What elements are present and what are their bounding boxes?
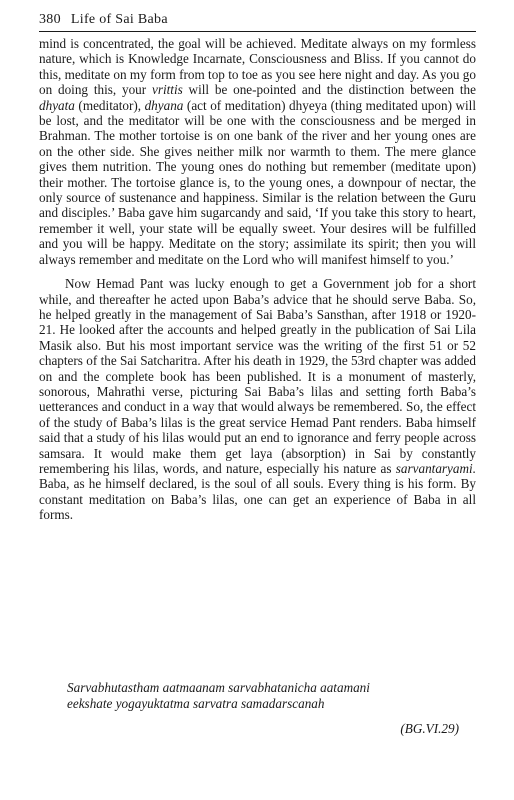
paragraph-2 [39,276,476,523]
paragraph-1-text-2: will be one-pointed and the distinction between the [182,82,477,98]
term-dhyana: dhyana [144,97,184,113]
paragraph-2-text-1: Now Hemad Pant was lucky enough to get a Government job for a short while, and thereafter he acted upon Baba’s advice that he should serve Baba. So, he helped greatly in the management of Sai Baba’s Sansthan, after 1918 or 1920-21. He looked after the accounts and helped greatly in the publication of Sai Lila Masik also. But his most important service was the writing of the first 51 or 52 chapters of the Sai Satcharitra. After his death in 1929, the 53rd chapter was added on and the complete book has been published. It is a monument of masterly, sonorous, Mahrathi verse, picturing Sai Baba’s lilas and setting forth Baba’s uetterances and conduct in a way that would always be remembered. So, the effect of the study of Baba’s lilas is the great service Hemad Pant renders. Baba himself said that a study of his lilas would put an end to ignorance and ferry people across samsara. It would make them get laya (absorption) in Sai by constantly remembering his lilas, words, and nature, especially his nature as [39,276,476,476]
running-title: Life of Sai Baba [70,12,168,27]
paragraph-1-text-4: (act of meditation) dhyeya (thing meditated upon) will be lost, and the meditator will be one with the consciousness and be merged in Brahman. The mother tortoise is on one bank of the river and her young ones are on the other side. She gives neither milk nor warmth to them. The mere glance gives them nutrition. The young ones do nothing but remember (meditate upon) their mother. The tortoise glance is, to the young ones, a downpour of nectar, the only source of sustenance and happiness. Similar is the relation between the Guru and disciples.’ Baba gave him sugarcandy and said, ‘If you take this story to heart, remember it well, your state will be equally sweet. Your desires will be fulfilled and you will be happy. Meditate on the story; assimilate its spirit; then you will always remember and meditate on the Lord who will manifest himself to you.’ [39,97,476,267]
term-dhyata: dhyata [39,97,75,113]
paragraph-1 [39,36,476,267]
paragraph-2-text-2: Baba, as he himself declared, is the soul of all souls. Every thing is his form. By constant meditation on Baba’s lilas, one can get an experience of Baba in all forms. [39,476,476,523]
running-header [39,11,168,29]
term-sarvantaryami: sarvantaryami. [395,460,476,476]
paragraph-1-text-1: mind is concentrated, the goal will be achieved. Meditate always on my formless nature, which is Knowledge Incarnate, Consciousness and Bliss. If you cannot do this, meditate on my form from top to toe as you see here night and day. As you go on doing this, your [39,36,476,98]
page-number: 380 [39,12,61,27]
sanskrit-verse [67,680,487,712]
body-text [39,36,476,523]
term-vrittis: vrittis [151,82,183,98]
paragraph-1-text-3: (meditator), [74,97,145,113]
verse-line-1: Sarvabhutastham aatmaanam sarvabhatanicha aatamani [67,680,370,695]
verse-line-2: eekshate yogayuktatma sarvatra samadarscanah [67,696,325,711]
verse-reference: (BG.VI.29) [400,721,459,736]
header-rule [39,31,476,32]
